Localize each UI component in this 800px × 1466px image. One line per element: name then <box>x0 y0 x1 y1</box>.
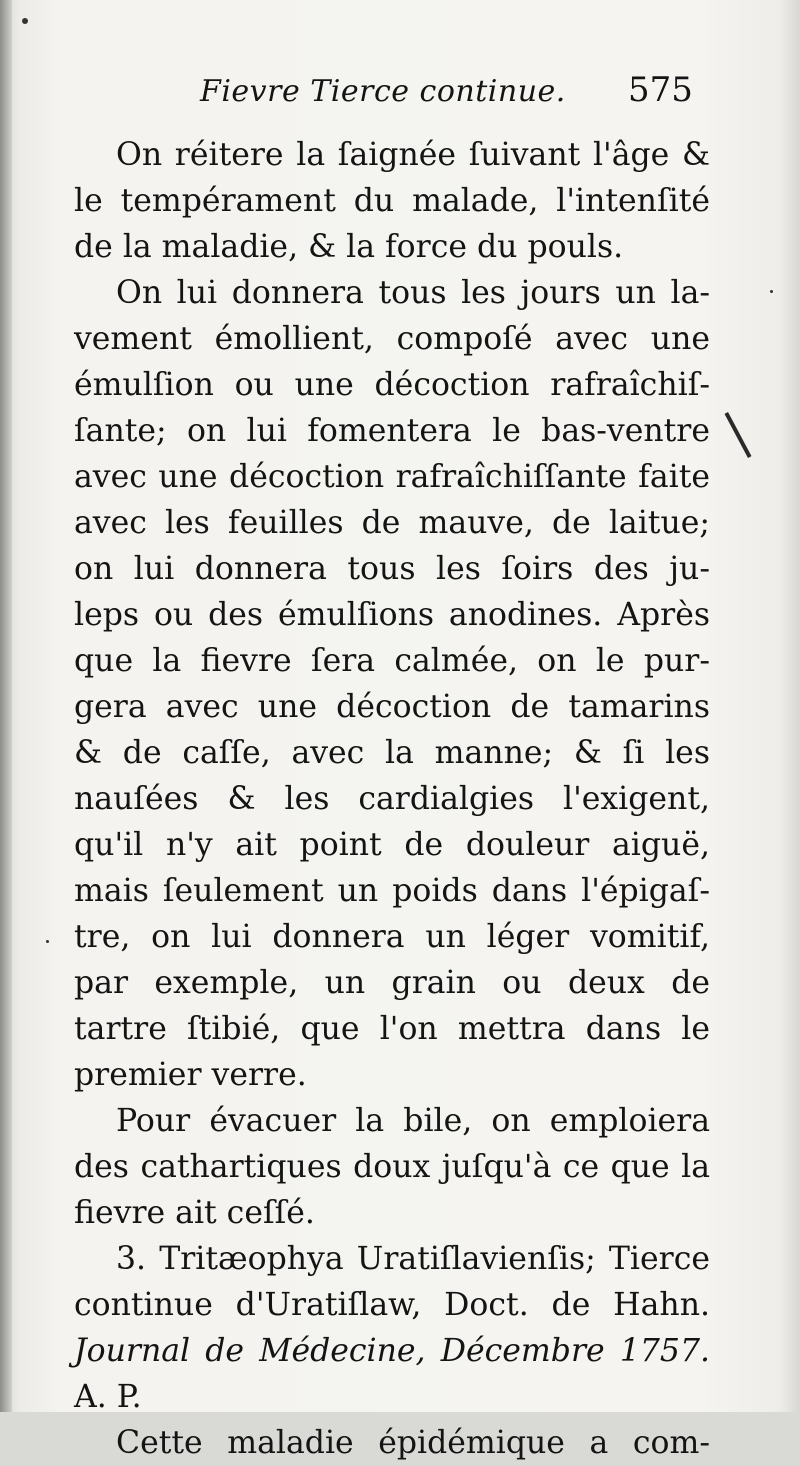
text-line: de la maladie, & la force du pouls. <box>74 229 624 265</box>
text-line: continue d'Uratiſlaw, Doct. de Hahn. <box>74 1287 710 1323</box>
text-line: A. P. <box>74 1379 142 1415</box>
running-title: Fievre Tierce continue. <box>200 74 566 109</box>
text-line: 3. Tritæophya Uratiſlavienſis; Tierce <box>116 1241 710 1277</box>
text-line: nauſées & les cardialgies l'exigent, <box>74 781 710 817</box>
text-line: leps ou des émulſions anodines. Après <box>74 597 710 633</box>
ink-speck <box>46 940 49 943</box>
text-line: avec une décoction rafraîchiſſante faite <box>74 459 710 495</box>
text-line: que la fievre ſera calmée, on le pur- <box>74 643 710 679</box>
text-line: Journal de Médecine, Décembre 1757. <box>74 1333 710 1369</box>
page-gutter-shadow <box>0 0 12 1412</box>
text-line: le tempérament du malade, l'intenſité <box>74 183 710 219</box>
text-line: premier verre. <box>74 1057 307 1093</box>
text-line: On réitere la ſaignée ſuivant l'âge & <box>116 137 710 173</box>
ink-mark <box>724 412 751 458</box>
text-line: Pour évacuer la bile, on emploiera <box>116 1103 710 1139</box>
text-line: ſante; on lui fomentera le bas-ventre <box>74 413 710 449</box>
text-line: tre, on lui donnera un léger vomitif, <box>74 919 710 955</box>
ink-speck <box>22 18 28 24</box>
page-header <box>0 68 800 118</box>
text-line: mais ſeulement un poids dans l'épigaſ- <box>74 873 710 909</box>
text-line: fievre ait ceſſé. <box>74 1195 315 1231</box>
text-line: Cette maladie épidémique a com- <box>116 1425 710 1461</box>
text-line: on lui donnera tous les ſoirs des ju- <box>74 551 710 587</box>
text-line: gera avec une décoction de tamarins <box>74 689 710 725</box>
text-line: On lui donnera tous les jours un la- <box>116 275 710 311</box>
text-line: des cathartiques doux juſqu'à ce que la <box>74 1149 710 1185</box>
text-line: par exemple, un grain ou deux de <box>74 965 710 1001</box>
text-line: vement émollient, compoſé avec une <box>74 321 710 357</box>
text-line: émulſion ou une décoction rafraîchiſ- <box>74 367 710 403</box>
text-line: avec les feuilles de mauve, de laitue; <box>74 505 710 541</box>
page-number: 575 <box>628 70 693 110</box>
text-line: tartre ſtibié, que l'on mettra dans le <box>74 1011 710 1047</box>
ink-speck <box>770 290 773 293</box>
text-line: & de caſſe, avec la manne; & ſi les <box>74 735 710 771</box>
text-line: qu'il n'y ait point de douleur aiguë, <box>74 827 710 863</box>
body-text <box>74 132 710 1466</box>
